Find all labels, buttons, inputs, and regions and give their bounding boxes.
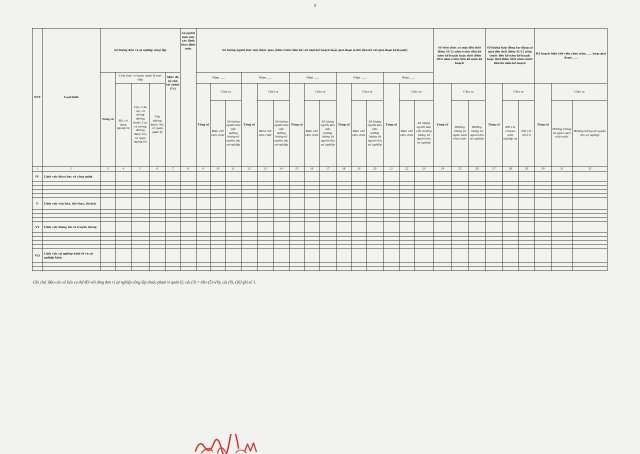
table-cell [399,198,414,210]
header-by-agency: Chia theo cơ quan quản lý trực tiếp [115,72,165,83]
header-agency-department: Cục, Chi cục và tương đương thuộc Cục và tương đương thuộc bộ, cơ quan ngang bộ [131,83,149,166]
column-number: 14 [273,166,289,172]
column-number: 31 [551,166,572,172]
table-cell [257,222,273,233]
year-sub-revenue-staff: Số lượng người làm việc hưởng lương từ nguồn thu sự nghiệp [225,100,241,166]
table-cell [534,198,551,210]
header-agency-ministry: Bộ, cơ quan ngang bộ [115,83,131,166]
table-cell [485,172,502,182]
table-cell [304,249,319,263]
staffing-table [32,28,608,271]
labor-contracts-split-header: Chia ra [502,83,534,100]
table-cell [336,249,351,263]
table-cell [149,267,165,271]
table-cell [115,249,131,263]
table-cell [366,172,383,182]
table-cell [210,267,225,271]
section-label: Lĩnh vực khoa học và công nghệ [42,172,100,182]
table-cell [399,267,414,271]
section-numeral: IV [32,172,42,182]
table-cell [210,172,225,182]
column-number: 16 [304,166,319,172]
labor-contracts-sub-support: NĐ 111 hỗ trợ [518,100,534,166]
table-cell [225,198,241,210]
year-total-header: Tổng số [241,83,257,166]
table-cell [572,249,607,263]
table-cell [336,198,351,210]
table-cell [165,249,180,263]
column-number: 15 [289,166,304,172]
table-cell [518,249,534,263]
column-number: 3 [100,166,115,172]
table-cell [502,198,518,210]
table-cell [100,267,115,271]
year-group-label: Năm ...... [241,72,289,83]
section-row [32,198,607,210]
table-cell [468,222,485,233]
table-cell [414,222,433,233]
table-cell [131,222,149,233]
year-total-header: Tổng số [289,83,304,166]
year-sub-officials: Biên chế viên chức [304,100,319,166]
table-cell [351,267,366,271]
year-sub-officials: Biên chế viên chức [351,100,366,166]
table-cell [225,249,241,263]
column-number: 4 [115,166,131,172]
year-split-header: Chia ra [351,83,383,100]
header-unit-count: Số lượng đơn vị sự nghiệp công lập [100,28,180,72]
table-cell [131,249,149,263]
year-split-header: Chia ra [399,83,433,100]
table-cell [433,172,451,182]
section-label: Lĩnh vực văn hóa, thể thao, du lịch [42,198,100,210]
table-cell [383,222,399,233]
table-cell [468,249,485,263]
year-split-header: Chia ra [257,83,289,100]
table-cell [351,172,366,182]
blank-row [32,267,607,271]
table-cell [100,198,115,210]
column-number: 22 [399,166,414,172]
table-cell [366,267,383,271]
labor-contracts-total-header: Tổng số [485,83,502,166]
table-cell [534,222,551,233]
table-header [32,28,607,166]
header-unit-total: Tổng số [100,72,115,166]
table-cell [241,267,257,271]
column-number: 29 [518,166,534,172]
table-cell [257,249,273,263]
table-cell [225,222,241,233]
year-split-header: Chia ra [210,83,241,100]
table-cell [534,172,551,182]
year-group-label: Năm ...... [196,72,241,83]
table-cell [399,172,414,182]
table-cell [399,249,414,263]
table-cell [273,267,289,271]
table-cell [149,198,165,210]
table-cell [210,249,225,263]
table-cell [196,222,210,233]
table-cell [451,198,468,210]
table-cell [319,249,336,263]
table-cell [100,222,115,233]
column-number: 27 [485,166,502,172]
column-number: 20 [366,166,383,172]
section-numeral: V [32,198,42,210]
table-cell [304,222,319,233]
table-cell [351,198,366,210]
table-cell [149,222,165,233]
table-cell [414,172,433,182]
column-number: 13 [257,166,273,172]
column-number: 25 [451,166,468,172]
table-cell [257,172,273,182]
header-norm-staff: Số người làm việc xác định theo định mức [180,28,196,166]
table-cell [366,249,383,263]
table-cell [289,222,304,233]
labor-contracts-sub-professional: NĐ 111 chuyên môn nghiệp vụ [502,100,518,166]
staffing-plan-sub-revenue: Hưởng lương từ nguồn thu sự nghiệp [572,100,607,166]
header-agency-office: Văn phòng thuộc Sở, cơ quan quản lý [149,83,165,166]
section-row [32,222,607,233]
column-number: 7 [165,166,180,172]
table-cell [115,222,131,233]
year-sub-revenue-staff: Số lượng người làm việc hưởng lương từ nguồn thu sự nghiệp [273,100,289,166]
column-number: 32 [572,166,607,172]
table-cell [451,222,468,233]
table-cell [414,249,433,263]
header-staffing-plan: Kế hoạch biên chế viên chức năm ...... hoặc giai đoạn ...... [534,28,607,83]
table-cell [518,267,534,271]
table-cell [485,222,502,233]
table-cell [468,198,485,210]
table-cell [551,198,572,210]
table-cell [180,249,196,263]
column-number: 2 [42,166,100,172]
table-cell [319,198,336,210]
table-cell [257,267,273,271]
table-cell [304,267,319,271]
year-group-label: Năm ...... [336,72,383,83]
column-number: 26 [468,166,485,172]
table-cell [165,222,180,233]
header-autonomy: Mức độ tự chủ tài chính (%) [165,72,180,166]
table-cell [319,222,336,233]
year-sub-revenue-staff: Số lượng người làm việc hưởng lương từ nguồn thu sự nghiệp [414,100,433,166]
staffing-plan-total-header: Tổng số [534,83,551,166]
section-numeral: VII [32,249,42,263]
table-cell [572,222,607,233]
table-cell [336,222,351,233]
table-cell [180,267,196,271]
header-type: Loại hình [42,28,100,166]
staffing-plan-sub-budget: Hưởng lương từ ngân sách nhà nước [551,100,572,166]
table-cell [572,172,607,182]
table-cell [273,249,289,263]
table-cell [319,172,336,182]
table-cell [165,267,180,271]
column-number: 24 [433,166,451,172]
red-stamp-mark [193,434,268,454]
table-cell [572,198,607,210]
column-number: 10 [210,166,225,172]
table-cell [165,198,180,210]
table-cell [518,222,534,233]
column-number: 23 [414,166,433,172]
column-number: 5 [131,166,149,172]
table-cell [180,198,196,210]
table-cell [468,172,485,182]
table-cell [32,267,42,271]
table-cell [196,267,210,271]
table-cell [485,267,502,271]
table-cell [196,249,210,263]
table-cell [534,267,551,271]
table-cell [451,267,468,271]
table-cell [485,249,502,263]
table-cell [366,222,383,233]
table-cell [433,222,451,233]
table-cell [210,222,225,233]
table-cell [414,267,433,271]
header-labor-contracts: Số lượng hợp đồng lao động có mặt đến thời điểm 31/12 năm trước liền kề năm kế hoạch hoặc thời điểm 30/6 năm trước liền kề năm kế hoạch [485,28,534,83]
table-cell [414,198,433,210]
footnote: Ghi chú: Báo cáo số liệu cụ thể đối với từng đơn vị sự nghiệp công lập thuộc phạm vi quản lý; cột (3) = (4)+(5)+(6); cột (9), (10) ghi số 1. [33,280,257,285]
table-cell [433,267,451,271]
table-cell [502,249,518,263]
table-cell [551,222,572,233]
table-cell [518,198,534,210]
column-number: 1 [32,166,42,172]
year-total-header: Tổng số [383,83,399,166]
staffing-plan-split-header: Chia ra [551,83,607,100]
table-cell [551,249,572,263]
table-body [32,166,607,271]
year-sub-revenue-staff: Số lượng người làm việc hưởng lương từ nguồn thu sự nghiệp [366,100,383,166]
table-cell [273,222,289,233]
table-cell [572,267,607,271]
column-number: 30 [534,166,551,172]
section-numeral: VI [32,222,42,233]
table-cell [485,198,502,210]
table-cell [383,198,399,210]
table-cell [225,172,241,182]
table-cell [366,198,383,210]
table-cell [180,172,196,182]
year-sub-officials: Biên chế viên chức [210,100,225,166]
section-row [32,172,607,182]
column-number: 9 [196,166,210,172]
table-cell [289,249,304,263]
column-number: 12 [241,166,257,172]
column-number: 28 [502,166,518,172]
table-cell [180,222,196,233]
table-cell [100,172,115,182]
table-cell [115,172,131,182]
table-cell [241,172,257,182]
year-group-label: Năm ...... [383,72,433,83]
column-number: 18 [336,166,351,172]
year-sub-officials: Biên chế viên chức [399,100,414,166]
column-number: 21 [383,166,399,172]
year-sub-officials: Biên chế viên chức [257,100,273,166]
present-officials-split-header: Chia ra [451,83,485,100]
table-cell [351,249,366,263]
table-cell [273,172,289,182]
table-cell [210,198,225,210]
table-cell [289,198,304,210]
table-cell [304,198,319,210]
column-number: 8 [180,166,196,172]
table-cell [399,222,414,233]
header-assigned-staff: Số lượng người làm việc được giao (năm trước liền kề với năm kế hoạch hoặc giai đoạn trước liền kề với giai đoạn kế hoạch) [196,28,433,72]
table-cell [383,172,399,182]
year-group-label: Năm ...... [289,72,336,83]
table-cell [115,198,131,210]
table-cell [131,267,149,271]
year-sub-revenue-staff: Số lượng người làm việc hưởng lương từ nguồn thu sự nghiệp [319,100,336,166]
year-split-header: Chia ra [304,83,336,100]
column-number: 19 [351,166,366,172]
header-present-officials: Số viên chức có mặt đến thời điểm 31/12 năm trước liền kề năm kế hoạch hoặc thời điểm 30/6 năm trước liền kề năm kế hoạch [433,28,485,83]
table-cell [468,267,485,271]
table-cell [273,198,289,210]
column-number: 17 [319,166,336,172]
table-cell [451,172,468,182]
table-cell [115,267,131,271]
page-number: 5 [314,3,317,8]
section-row [32,249,607,263]
table-cell [433,249,451,263]
table-cell [351,222,366,233]
table-cell [518,172,534,182]
table-cell [225,267,241,271]
table-cell [241,249,257,263]
table-cell [502,267,518,271]
table-cell [502,222,518,233]
table-cell [131,172,149,182]
section-label: Lĩnh vực sự nghiệp kinh tế và sự nghiệp khác [42,249,100,263]
table-cell [502,172,518,182]
present-officials-sub-revenue: Hưởng lương từ nguồn thu sự nghiệp [468,100,485,166]
section-label: Lĩnh vực thông tin và truyền thông [42,222,100,233]
table-cell [196,172,210,182]
table-cell [304,172,319,182]
column-number: 11 [225,166,241,172]
table-cell [241,222,257,233]
present-officials-sub-budget: Hưởng lương từ ngân sách nhà nước [451,100,468,166]
table-cell [534,249,551,263]
table-cell [289,172,304,182]
table-cell [336,267,351,271]
header-stt: STT [32,28,42,166]
table-cell [451,249,468,263]
table-cell [383,267,399,271]
table-cell [383,249,399,263]
year-total-header: Tổng số [336,83,351,166]
table-cell [257,198,273,210]
table-cell [165,172,180,182]
year-total-header: Tổng số [196,83,210,166]
table-cell [289,267,304,271]
present-officials-total-header: Tổng số [433,83,451,166]
table-cell [149,172,165,182]
table-cell [149,249,165,263]
table-cell [551,172,572,182]
table-cell [196,198,210,210]
table-cell [100,249,115,263]
table-cell [336,172,351,182]
table-cell [241,198,257,210]
table-cell [551,267,572,271]
table-cell [433,198,451,210]
column-number: 6 [149,166,165,172]
table-cell [319,267,336,271]
table-cell [131,198,149,210]
table-cell [42,267,100,271]
